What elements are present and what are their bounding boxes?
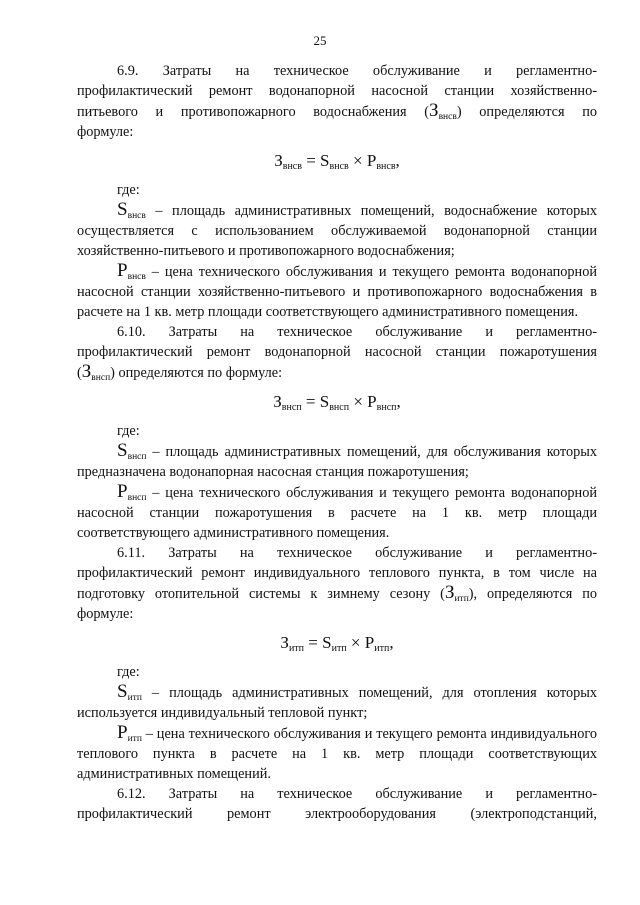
page-number: 25 (313, 33, 327, 48)
formula-6-9: $З_{внсв} = S_{внсв} \times P_{внсв}$, (274, 151, 400, 172)
definition-p-itp: $P_{итп}$ – цена технического обслуживания и текущего ремонта индивидуального теплового пункта в расчете на 1 кв. метр площади соответствующих административных помещений. (77, 722, 597, 782)
section-6-9 (77, 61, 597, 322)
section-6-11-intro-line3: подготовку отопительной системы к зимнему сезону $(З_{итп})$, определяются по (77, 582, 598, 604)
definition-s-vnsp: $S_{внсп}$ – площадь административных помещений, для обслуживания которых предназначена водонапорная насосная станция пожаротушения; (77, 440, 597, 480)
section-6-11-intro-line4: формуле: (77, 606, 134, 622)
where-label: где: (117, 182, 140, 198)
formula-6-10: $З_{внсп} = S_{внсп} \times P_{внсп}$, (273, 392, 401, 413)
section-6-11-intro-line2: профилактический ремонт индивидуального теплового пункта, в том числе на (77, 565, 597, 581)
section-6-12-intro-line1: 6.12. Затраты на техническое обслуживание и регламентно- (117, 786, 597, 802)
section-6-11-intro-line1: 6.11. Затраты на техническое обслуживание и регламентно- (117, 545, 597, 561)
section-6-10-intro-line2: профилактический ремонт водонапорной насосной станции пожаротушения (77, 344, 597, 360)
section-6-9-intro-line4: формуле: (77, 124, 134, 140)
definition-p-vnsp: $P_{внсп}$ – цена технического обслуживания и текущего ремонта водонапорной насосной станции пожаротушения в расчете на 1 кв. метр площади соответствующего административного помещения. (77, 481, 597, 541)
formula-6-11: $З_{итп} = S_{итп} \times P_{итп}$, (280, 633, 394, 654)
definition-p-vnsv: $P_{внсв}$ – цена технического обслуживания и текущего ремонта водонапорной насосной станции хозяйственно-питьевого и противопожарного водоснабжения в расчете на 1 кв. метр площади соответствующего административного помещения. (77, 260, 597, 320)
where-label: где: (117, 423, 140, 439)
definition-s-itp: $S_{итп}$ – площадь административных помещений, для отопления которых используется индивидуальный тепловой пункт; (77, 681, 597, 721)
definition-s-vnsv: $S_{внсв}$ – площадь административных помещений, водоснабжение которых осуществляется с использованием обслуживаемой водонапорной станции хозяйственно-питьевого и противопожарного водоснабжения; (77, 199, 597, 259)
section-6-9-intro-line2: профилактический ремонт водонапорной насосной станции хозяйственно- (77, 83, 597, 99)
section-6-11 (77, 543, 597, 784)
section-6-10-intro-line1: 6.10. Затраты на техническое обслуживание и регламентно- (117, 324, 597, 340)
section-6-9-intro-line3: питьевого и противопожарного водоснабжения $(З_{внсв})$ определяются по (77, 100, 598, 122)
section-6-12 (77, 784, 597, 824)
section-6-10 (77, 322, 597, 543)
page-body (77, 61, 597, 824)
section-6-12-intro-line2: профилактический ремонт электрооборудования (электроподстанций, (77, 806, 597, 822)
where-label: где: (117, 664, 140, 680)
section-6-10-intro-line3: $(З_{внсп})$ определяются по формуле: (77, 361, 283, 383)
section-6-9-intro-line1: 6.9. Затраты на техническое обслуживание и регламентно- (117, 63, 597, 79)
